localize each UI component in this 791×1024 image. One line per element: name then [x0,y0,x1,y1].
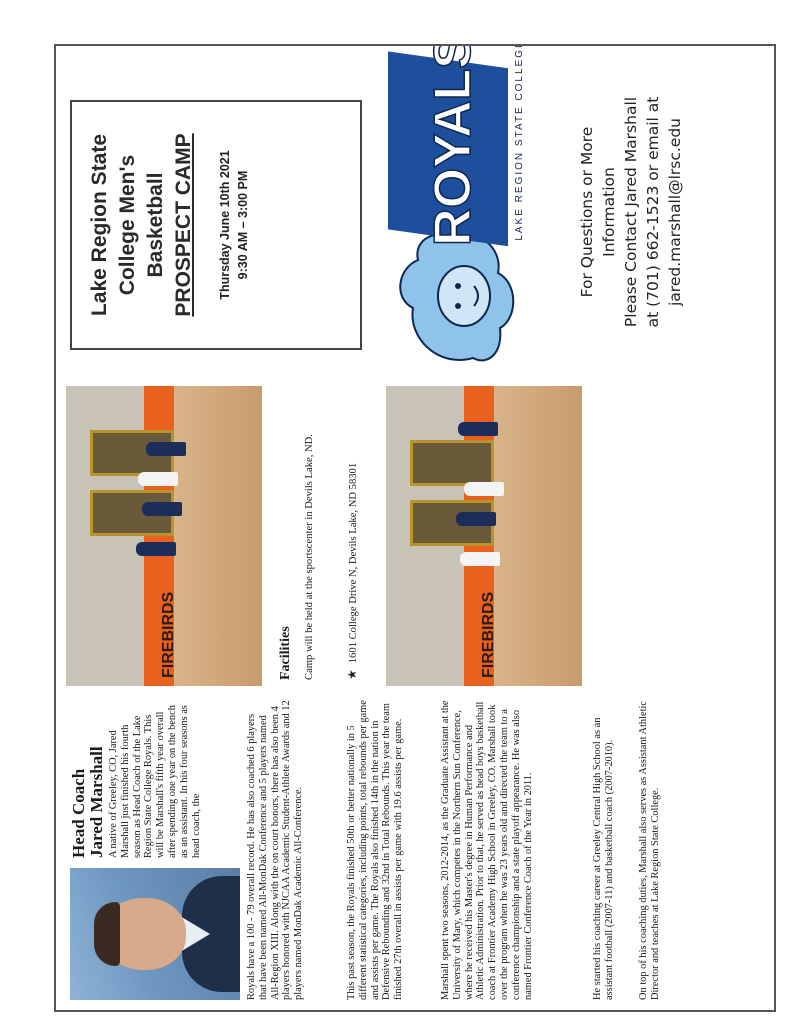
logo-wordmark: ROYALS [424,46,482,246]
rotated-flyer [56,46,776,1012]
coach-column [56,694,776,1012]
coach-heading [70,698,106,858]
lion-mascot-icon [378,46,528,378]
contact-line4: at (701) 662-1523 or email at [644,96,662,328]
firebirds-wall-text: FIREBIRDS [160,591,178,678]
flyer-frame [54,44,776,1012]
event-date: Thursday June 10th 2021 [218,150,232,300]
facilities-address [346,392,360,680]
event-column [56,46,776,378]
event-title-line1: Lake Region State [88,133,111,317]
contact-line1: For Questions or More [578,126,596,298]
logo-subtitle: LAKE REGION STATE COLLEGE [514,46,525,241]
coach-heading-name: Jared Marshall [87,746,106,858]
contact-line2: Information [600,167,618,257]
coach-stats-paragraph: This past season, the Royals finished 50th or better nationally in 5 different statistical categories, including points, total rebounds per game and assists per game. The Royals also finished 14th in the nation in Defensive Rebounding and 32nd in Total Rebounds. This year the team finished 27th overall in assists per game with 19.6 assists per game. [346,700,405,1000]
coach-intro: A native of Greeley, CO, Jared Marshall just finished his fourth season as Head Coach of the Lake Region State College Royals. This will be Marshall's fifth year overall after spending one year on the bench as an assistant. In his four seasons as head coach, the [108,705,202,858]
royals-logo [378,46,528,378]
game-photo-bottom [386,386,582,686]
event-title-line2: College Men's [116,154,139,296]
facilities-column [56,386,776,686]
coach-heading-role: Head Coach [69,768,88,858]
coach-photo [70,868,240,1000]
contact-line3: Please Contact Jared Marshall [622,96,640,328]
event-time: 9:30 AM – 3:00 PM [236,170,250,280]
game-photo-top [66,386,262,686]
contact-email: jared.marshall@lrsc.edu [666,117,684,307]
facilities-heading: Facilities [278,626,293,680]
event-title-box [70,100,362,350]
coach-duties-paragraph: On top of his coaching duties, Marshall also serves as Assistant Athletic Director and teaches at Lake Region State College. [638,701,661,1000]
facilities-text: Camp will be held at the sportscenter in Devils Lake, ND. [304,434,315,680]
coach-history-paragraph: Marshall spent two seasons, 2012-2014, as the Graduate Assistant at the University of Mary, which competes in the Northern Sun Conference, where he received his Master's degree in Human Performance and Athletic Administration. Prior to that, he served as head boys basketball coach at Frontier Academy High School in Greeley, CO. Marshall took over the program when he was 23 years old and directed the team to a conference championship and a state playoff appearance. He was also named Frontier Conference Coach of the Year in 2011. [440,700,534,1000]
coach-record-paragraph: Royals have a 100 - 79 overall record. He has also coached 6 players that have been named All-MonDak Conference and 5 players named All-Region XIII. Along with the on court honors, there has also been 4 players honored with NJCAA Academic Student-Athlete Awards and 12 players named MonDak Academic All-Conference. [246,700,305,1000]
firebirds-wall-text-2: FIREBIRDS [480,591,498,678]
address-text: 1601 College Drive N, Devils Lake, ND 58301 [348,462,359,664]
contact-info [576,46,686,378]
event-title-line3: Basketball [144,172,167,278]
star-icon: ★ [345,669,359,680]
event-title-line4: PROSPECT CAMP [172,133,195,317]
coach-career-paragraph: He started his coaching career at Greeley Central High School as an assistant football (2007-11) and basketball coach (2007-2010). [592,717,615,1000]
